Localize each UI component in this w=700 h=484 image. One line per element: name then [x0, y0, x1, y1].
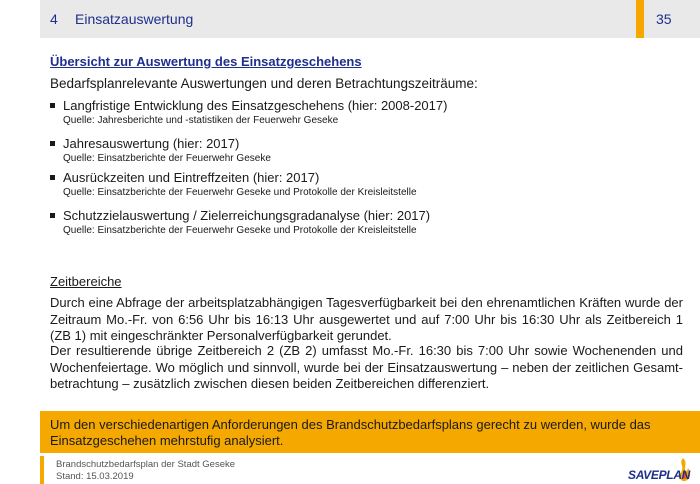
- summary-text: Um den verschiedenartigen Anforderungen des Brandschutzbedarfsplans gerecht zu werden, wurde das Einsatzgeschehen mehrstufig analysiert.: [50, 417, 651, 448]
- list-item-title: Langfristige Entwicklung des Einsatzgeschehens (hier: 2008-2017): [63, 98, 448, 113]
- saveplan-logo: [628, 456, 694, 484]
- summary-highlight-box: [40, 411, 700, 453]
- footer: [56, 459, 235, 483]
- chapter-number: 4: [50, 11, 58, 27]
- footer-date: Stand: 15.03.2019: [56, 471, 134, 482]
- header-accent-bar: [636, 0, 644, 38]
- chapter-title: Einsatzauswertung: [75, 11, 194, 27]
- zeitbereiche-paragraph-2: Der resultierende übrige Zeitbereich 2 (ZB 2) umfasst Mo.-Fr. 16:30 bis 7:00 Uhr sowie Wochenenden und Wochenfeiertage. Wo möglich und sinnvoll, wurde bei der Einsatzauswertung – neben der zeitlichen Gesamtbetrachtung – zusätzlich zwischen diesen beiden Zeitbereichen differenziert.: [50, 343, 683, 391]
- bullet-marker: [50, 141, 55, 146]
- list-item-title: Jahresauswertung (hier: 2017): [63, 136, 240, 151]
- bullet-marker: [50, 103, 55, 108]
- page-number: 35: [656, 11, 672, 27]
- overview-intro: Bedarfsplanrelevante Auswertungen und deren Betrachtungszeiträume:: [50, 76, 478, 91]
- zeitbereiche-heading: Zeitbereiche: [50, 274, 122, 289]
- list-item-title: Ausrückzeiten und Eintreffzeiten (hier: 2017): [63, 170, 320, 185]
- list-item-source: Quelle: Jahresberichte und -statistiken der Feuerwehr Geseke: [63, 115, 339, 126]
- footer-accent-bar: [40, 456, 44, 484]
- bullet-marker: [50, 213, 55, 218]
- list-item-source: Quelle: Einsatzberichte der Feuerwehr Geseke: [63, 153, 271, 164]
- list-item-title: Schutzzielauswertung / Zielerreichungsgradanalyse (hier: 2017): [63, 208, 431, 223]
- list-item-source: Quelle: Einsatzberichte der Feuerwehr Geseke und Protokolle der Kreisleitstelle: [63, 187, 417, 198]
- chapter-header: [40, 0, 636, 38]
- page-number-box: [644, 0, 700, 38]
- bullet-marker: [50, 175, 55, 180]
- footer-document-title: Brandschutzbedarfsplan der Stadt Geseke: [56, 459, 236, 470]
- zeitbereiche-paragraph-1: Durch eine Abfrage der arbeitsplatzabhängigen Tagesverfügbarkeit bei den ehrenamtlichen Kräften wurde der Zeitraum Mo.-Fr. von 6:56 Uhr bis 16:13 Uhr ausgewertet und auf 7:00 Uhr bis 16:30 Uhr als Zeitbereich 1 (ZB 1) mit eingeschränkter Personalverfügbarkeit gerundet.: [50, 295, 683, 343]
- list-item-source: Quelle: Einsatzberichte der Feuerwehr Geseke und Protokolle der Kreisleitstelle: [63, 225, 417, 236]
- logo-wordmark: SAVEPLAN: [628, 468, 691, 482]
- overview-heading: Übersicht zur Auswertung des Einsatzgeschehens: [50, 54, 362, 69]
